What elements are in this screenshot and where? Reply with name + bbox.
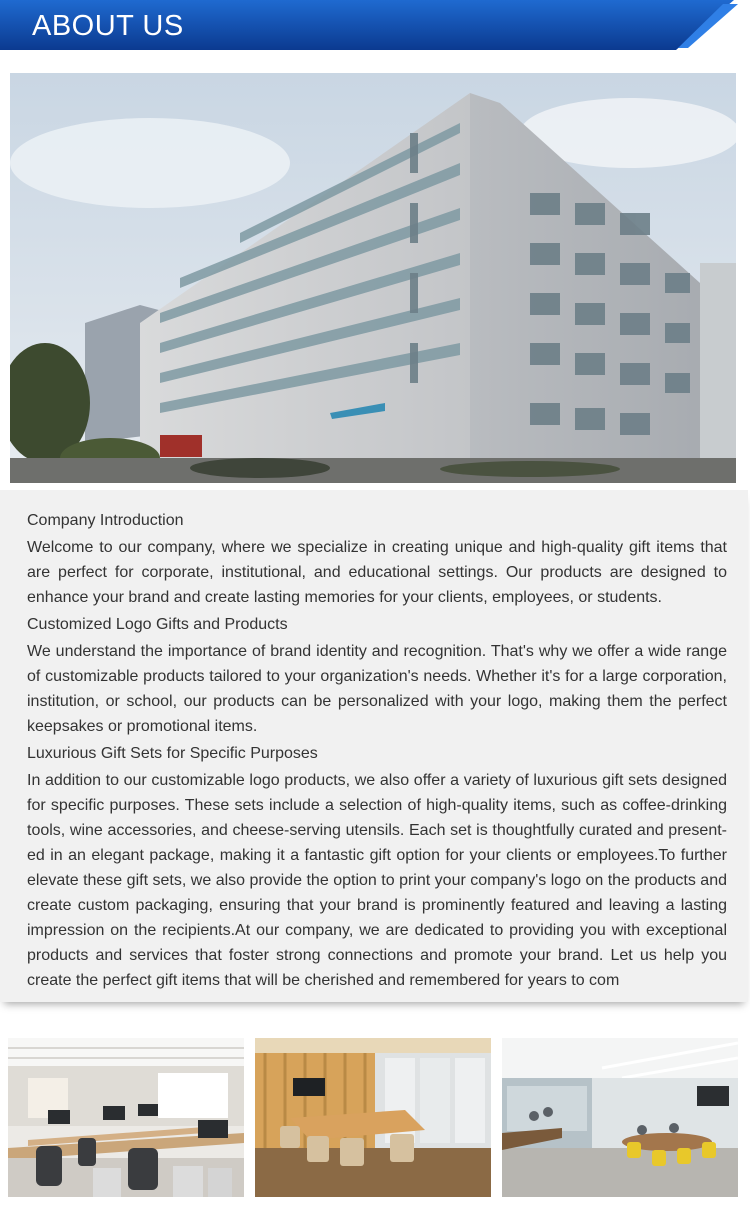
open-office-photo — [8, 1038, 244, 1197]
section-body-company-introduction: Welcome to our company, where we specialize in creating unique and high-quality gift items that are perfect for corporate, institutional, and educational settings. Our products are designed to enhance your brand and create lasting memories for your clients, employees, or students. — [27, 539, 727, 606]
factory-building-photo — [10, 73, 736, 483]
section-body-luxurious-gift-sets: In addition to our customizable logo products, we also offer a variety of luxurious gift sets designed for specific purposes. These sets include a selection of high-quality items, such as coffee-drinking tools, wine accessories, and cheese-serving utensils. Each set is thoughtfully curated and presented in an elegant package, making it a fantastic gift option for your clients or employees.To further elevate these gift sets, we also provide the option to print your company's logo on the products and create custom packaging, ensuring that your brand is prominently featured and leaving a lasting impression on the recipients.At our company, we are dedicated to providing you with exceptional products and services that foster strong connections and promote your brand. Let us help you create the perfect gift items that will be cherished and remembered for years to com — [27, 772, 727, 989]
about-content — [27, 508, 727, 993]
section-heading-customized-logo: Customized Logo Gifts and Products — [27, 616, 288, 633]
page-title: ABOUT US — [32, 10, 184, 42]
meeting-room-photo — [255, 1038, 491, 1197]
conference-room-photo — [502, 1038, 738, 1197]
section-body-customized-logo: We understand the importance of brand identity and recognition. That's why we offer a wide range of customizable products tailored to your organization's needs. Whether it's for a large corporation, institution, or school, our products can be personalized with your logo, making them the perfect keepsakes or promotional items. — [27, 643, 727, 735]
about-us-banner — [0, 0, 750, 50]
section-heading-company-introduction: Company Introduction — [27, 512, 184, 529]
section-heading-luxurious-gift-sets: Luxurious Gift Sets for Specific Purposes — [27, 745, 318, 762]
about-text-panel — [0, 490, 748, 1002]
